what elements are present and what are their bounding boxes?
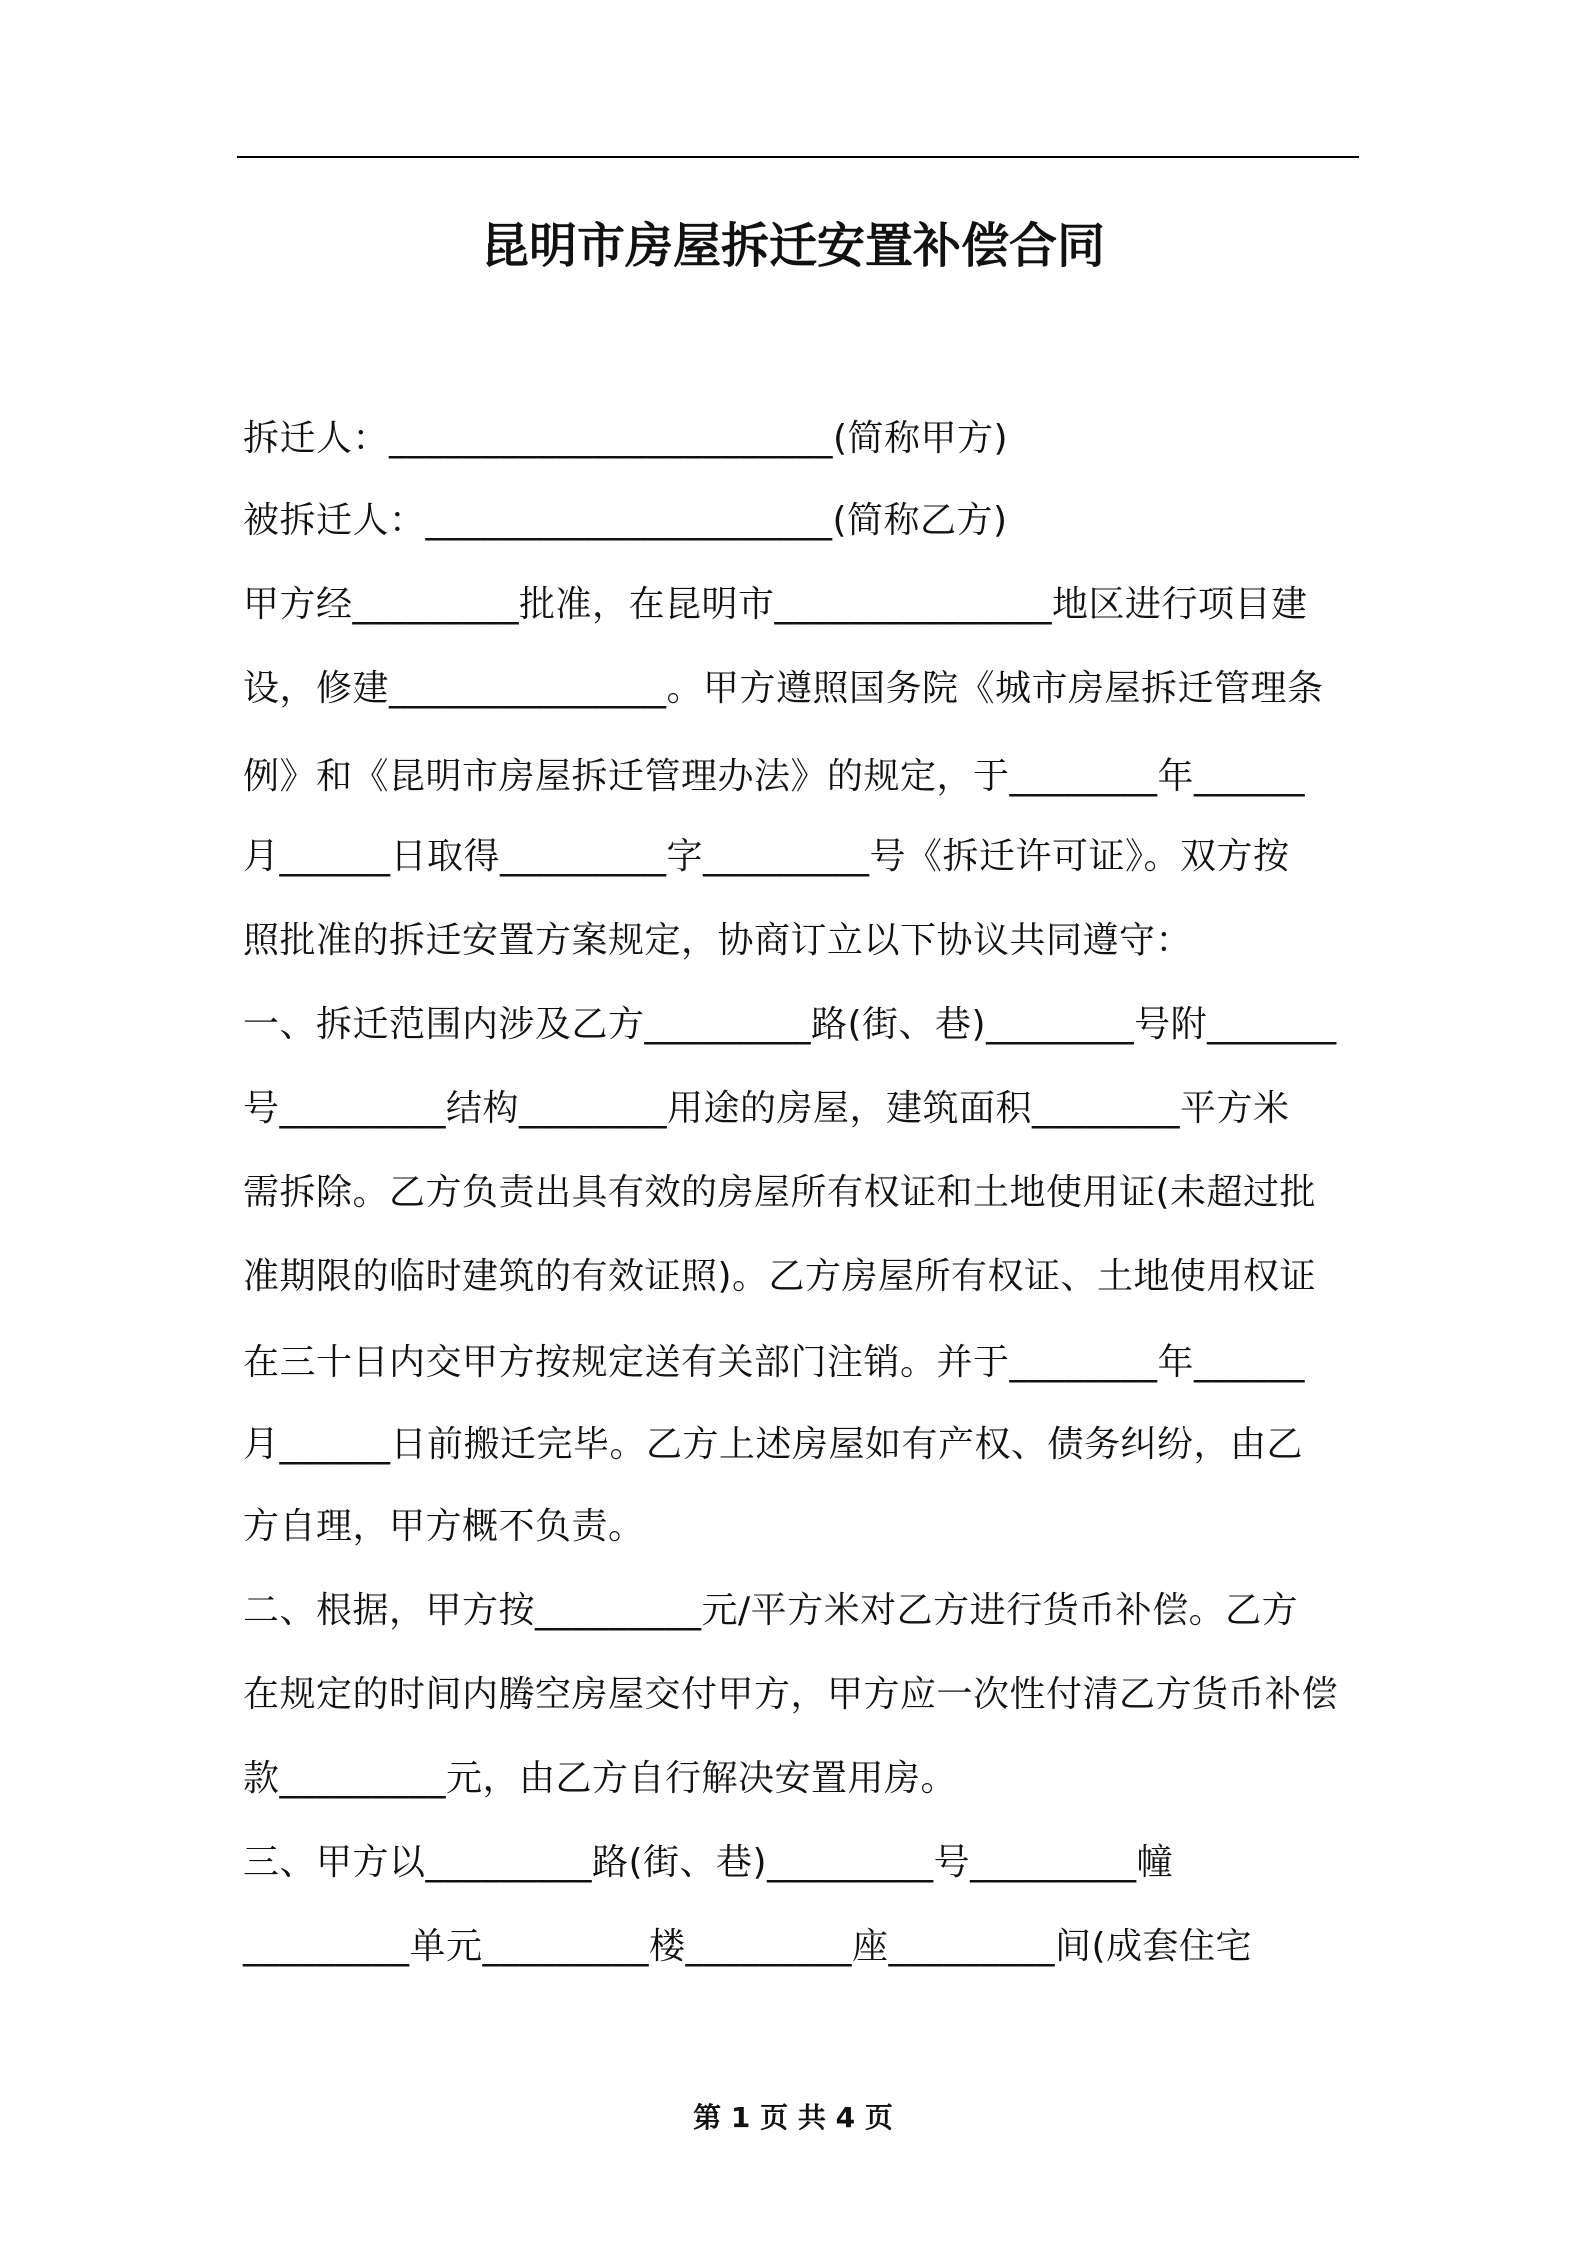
body-line: 需拆除。乙方负责出具有效的房屋所有权证和土地使用证(未超过批 — [243, 1172, 1317, 1213]
body-line: 设，修建_______________。甲方遵照国务院《城市房屋拆迁管理条 — [243, 668, 1324, 709]
body-line: 甲方经_________批准，在昆明市_______________地区进行项目建 — [243, 584, 1308, 625]
header-rule — [237, 156, 1359, 158]
body-line: 一、拆迁范围内涉及乙方_________路(街、巷)________号附_______ — [243, 1004, 1337, 1045]
page-number-footer: 第 1 页 共 4 页 — [693, 2101, 893, 2134]
body-line: 在三十日内交甲方按规定送有关部门注销。并于________年______ — [243, 1342, 1306, 1383]
body-line: 拆迁人：________________________(简称甲方) — [243, 418, 1009, 459]
body-line: 例》和《昆明市房屋拆迁管理办法》的规定，于________年______ — [243, 756, 1306, 797]
body-line: 二、根据，甲方按_________元/平方米对乙方进行货币补偿。乙方 — [243, 1590, 1299, 1631]
body-line: 月______日前搬迁完毕。乙方上述房屋如有产权、债务纠纷，由乙 — [243, 1424, 1304, 1465]
document-title: 昆明市房屋拆迁安置补偿合同 — [480, 218, 1105, 274]
body-line: 准期限的临时建筑的有效证照)。乙方房屋所有权证、土地使用权证 — [243, 1256, 1317, 1297]
body-line: 被拆迁人：______________________(简称乙方) — [243, 500, 1008, 541]
body-line: _________单元_________楼_________座_________间(成套住宅 — [243, 1926, 1253, 1967]
body-line: 月______日取得_________字_________号《拆迁许可证》。双方按 — [243, 836, 1290, 877]
body-line: 款_________元，由乙方自行解决安置用房。 — [243, 1758, 958, 1799]
body-line: 照批准的拆迁安置方案规定，协商订立以下协议共同遵守： — [243, 920, 1193, 961]
body-line: 在规定的时间内腾空房屋交付甲方，甲方应一次性付清乙方货币补偿 — [243, 1674, 1339, 1715]
body-line: 三、甲方以_________路(街、巷)_________号_________幢 — [243, 1842, 1174, 1883]
body-line: 方自理，甲方概不负责。 — [243, 1506, 645, 1547]
body-line: 号_________结构________用途的房屋，建筑面积________平方米 — [243, 1088, 1290, 1129]
